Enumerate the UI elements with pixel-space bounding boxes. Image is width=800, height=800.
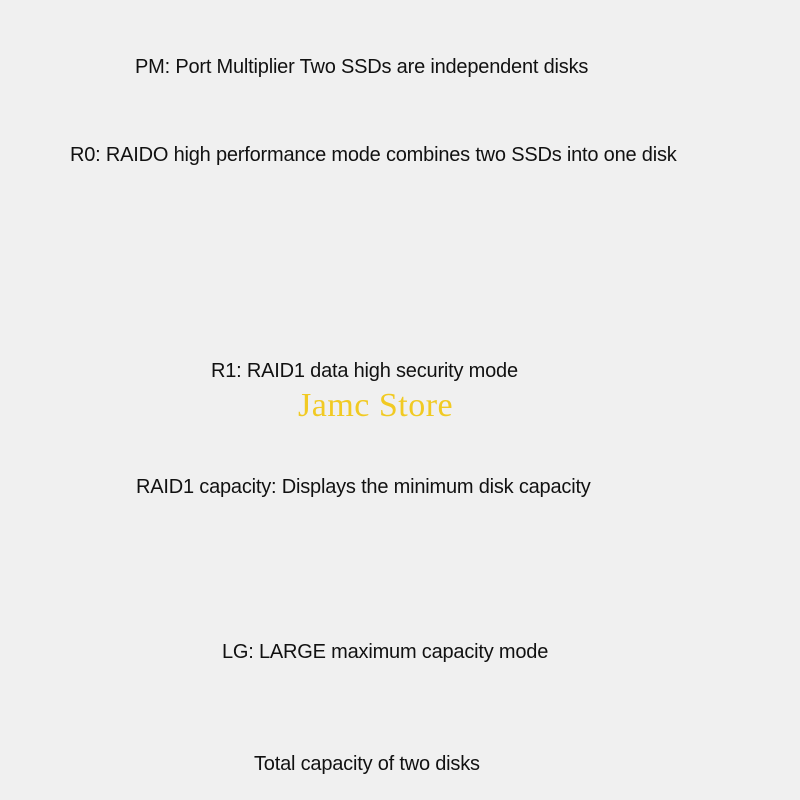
raid1-capacity-note: RAID1 capacity: Displays the minimum disk capacity <box>136 476 591 498</box>
pm-mode-description: PM: Port Multiplier Two SSDs are independent disks <box>135 56 589 78</box>
lg-mode-description: LG: LARGE maximum capacity mode <box>222 641 549 663</box>
r1-mode-description: R1: RAID1 data high security mode <box>211 360 518 382</box>
lg-capacity-note: Total capacity of two disks <box>254 753 480 775</box>
r0-mode-description: R0: RAIDO high performance mode combines two SSDs into one disk <box>70 144 677 166</box>
store-watermark: Jamc Store <box>298 387 454 424</box>
